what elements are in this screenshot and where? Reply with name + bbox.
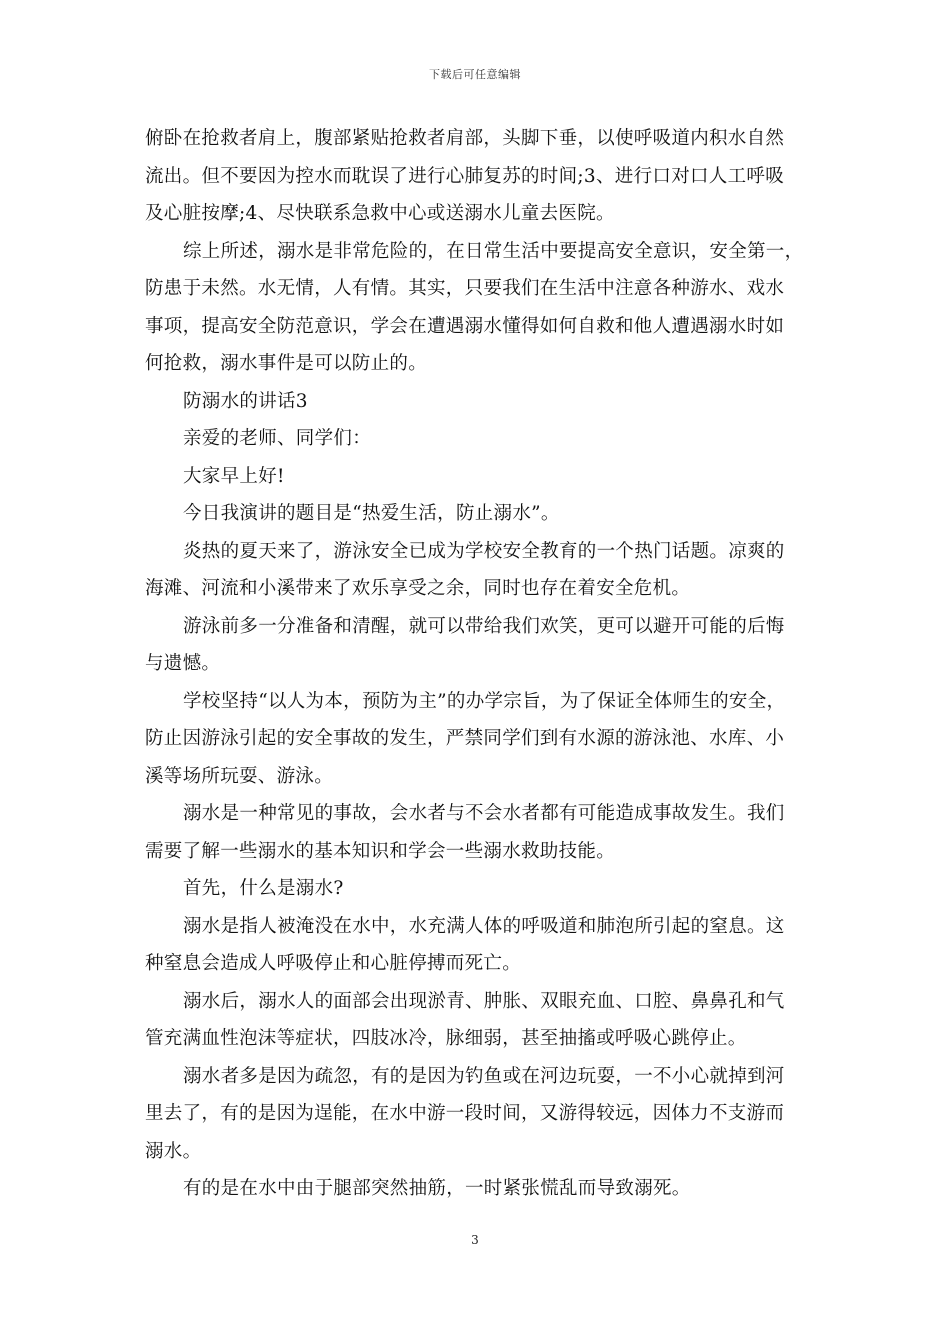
text-line: 溺水后，溺水人的面部会出现淤青、肿胀、双眼充血、口腔、鼻鼻孔和气 xyxy=(183,990,785,1012)
text-line: 防止因游泳引起的安全事故的发生，严禁同学们到有水源的游泳池、水库、小 xyxy=(145,728,785,749)
text-line: 何抢救，溺水事件是可以防止的。 xyxy=(145,353,428,374)
text-line: 综上所述，溺水是非常危险的，在日常生活中要提高安全意识，安全第一， xyxy=(183,240,804,262)
text-line: 管充满血性泡沫等症状，四肢冰冷，脉细弱，甚至抽搐或呼吸心跳停止。 xyxy=(145,1028,747,1049)
text-line: 防患于未然。水无情，人有情。其实，只要我们在生活中注意各种游水、戏水 xyxy=(145,278,785,299)
text-line: 溺水是一种常见的事故，会水者与不会水者都有可能造成事故发生。我们 xyxy=(183,803,785,824)
page-number: 3 xyxy=(471,1233,479,1247)
text-line: 今日我演讲的题目是“热爱生活，防止溺水”。 xyxy=(183,503,560,524)
document-body xyxy=(145,120,810,1208)
section-title: 防溺水的讲话3 xyxy=(183,390,308,412)
text-line: 溺水是指人被淹没在水中，水充满人体的呼吸道和肺泡所引起的窒息。这 xyxy=(183,915,785,937)
text-line: 溺水。 xyxy=(145,1140,202,1162)
greeting: 大家早上好! xyxy=(183,465,285,487)
text-line: 俯卧在抢救者肩上，腹部紧贴抢救者肩部，头脚下垂，以使呼吸道内积水自然 xyxy=(145,128,785,149)
salutation: 亲爱的老师、同学们： xyxy=(183,428,372,449)
text-line: 首先，什么是溺水? xyxy=(183,878,344,899)
page-header: 下载后可任意编辑 xyxy=(429,68,521,81)
text-line: 流出。但不要因为控水而耽误了进行心肺复苏的时间;3、进行口对口人工呼吸 xyxy=(145,165,785,187)
text-line: 海滩、河流和小溪带来了欢乐享受之余，同时也存在着安全危机。 xyxy=(145,578,691,599)
text-line: 炎热的夏天来了，游泳安全已成为学校安全教育的一个热门话题。凉爽的 xyxy=(183,540,785,562)
text-line: 及心脏按摩;4、尽快联系急救中心或送溺水儿童去医院。 xyxy=(145,203,615,224)
text-line: 事项，提高安全防范意识，学会在遭遇溺水懂得如何自救和他人遭遇溺水时如 xyxy=(145,315,785,337)
text-line: 游泳前多一分准备和清醒，就可以带给我们欢笑，更可以避开可能的后悔 xyxy=(183,615,785,637)
text-line: 学校坚持“以人为本，预防为主”的办学宗旨，为了保证全体师生的安全， xyxy=(183,690,786,712)
text-line: 溪等场所玩耍、游泳。 xyxy=(145,765,334,787)
text-line: 需要了解一些溺水的基本知识和学会一些溺水救助技能。 xyxy=(145,840,616,862)
text-line: 与遗憾。 xyxy=(145,653,221,674)
text-line: 有的是在水中由于腿部突然抽筋，一时紧张慌乱而导致溺死。 xyxy=(183,1178,691,1199)
text-line: 里去了，有的是因为逞能，在水中游一段时间，又游得较远，因体力不支游而 xyxy=(145,1103,785,1124)
text-line: 种窒息会造成人呼吸停止和心脏停搏而死亡。 xyxy=(145,953,522,974)
text-line: 溺水者多是因为疏忽，有的是因为钓鱼或在河边玩耍，一不小心就掉到河 xyxy=(183,1065,785,1087)
